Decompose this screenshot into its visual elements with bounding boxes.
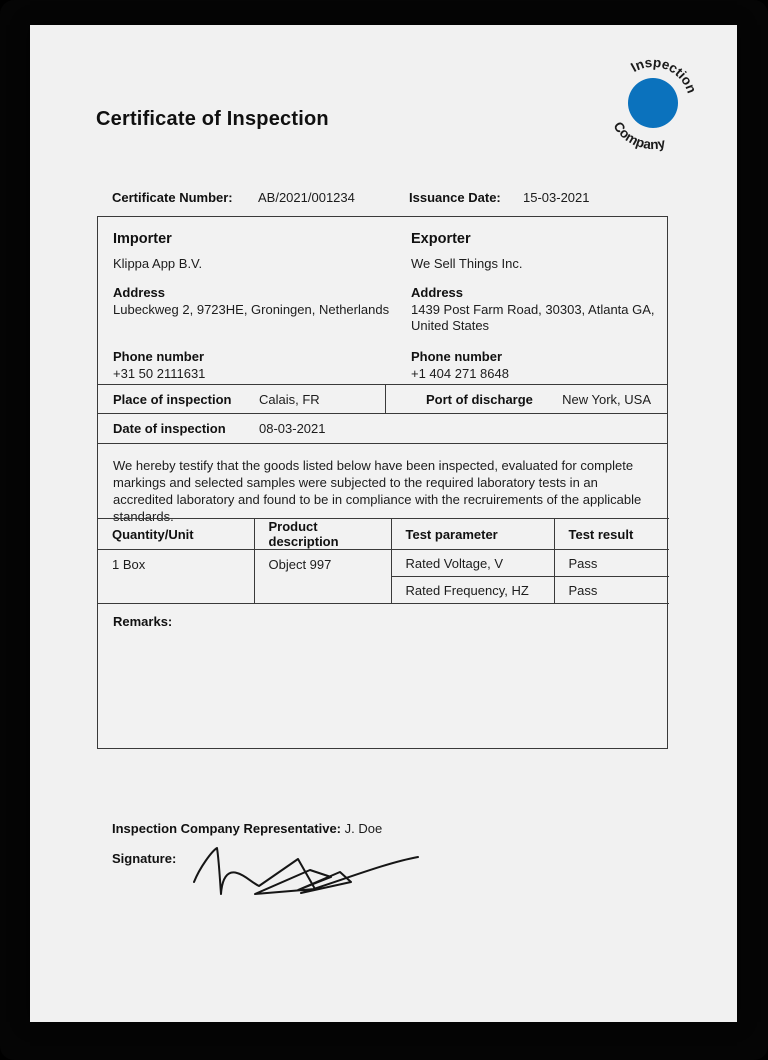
place-port-row bbox=[98, 384, 667, 413]
representative-line bbox=[112, 821, 382, 836]
goods-table-row bbox=[98, 550, 669, 577]
logo-circle bbox=[620, 70, 685, 135]
exporter-phone: +1 404 271 8648 bbox=[411, 366, 509, 381]
place-of-inspection-cell bbox=[98, 385, 386, 413]
port-of-discharge-value: New York, USA bbox=[562, 391, 651, 407]
cell-test-parameter-1: Rated Voltage, V bbox=[391, 550, 554, 577]
remarks-section bbox=[98, 604, 667, 748]
issuance-date-value: 15-03-2021 bbox=[523, 190, 590, 205]
certificate-page bbox=[30, 25, 737, 1022]
date-of-inspection-label: Date of inspection bbox=[113, 421, 226, 436]
inspection-statement: We hereby testify that the goods listed below have been inspected, evaluated for complete markings and selected samples were subjected to the required laboratory tests in an accredited laboratory and found to be in compliance with the recruirements of the applicable standards. bbox=[98, 443, 667, 518]
place-of-inspection-value: Calais, FR bbox=[259, 391, 320, 407]
representative-name: J. Doe bbox=[344, 821, 383, 836]
importer-phone-label: Phone number bbox=[113, 349, 205, 364]
parties-section bbox=[98, 217, 667, 384]
certificate-number-label: Certificate Number: bbox=[112, 190, 233, 205]
port-of-discharge-cell bbox=[386, 385, 667, 413]
header-test-result: Test result bbox=[554, 519, 669, 550]
date-of-inspection-value: 08-03-2021 bbox=[259, 421, 326, 436]
certificate-number-value: AB/2021/001234 bbox=[258, 190, 355, 205]
signature-image bbox=[180, 835, 430, 910]
exporter-name: We Sell Things Inc. bbox=[411, 256, 523, 271]
company-logo bbox=[585, 35, 721, 171]
issuance-date-label: Issuance Date: bbox=[409, 190, 501, 205]
port-of-discharge-label: Port of discharge bbox=[426, 391, 533, 407]
date-of-inspection-row bbox=[98, 413, 667, 443]
goods-table bbox=[98, 518, 669, 604]
representative-label: Inspection Company Representative: bbox=[112, 821, 341, 836]
logo-bottom-text: Company bbox=[610, 118, 667, 153]
remarks-label: Remarks: bbox=[113, 614, 173, 629]
signature-label: Signature: bbox=[112, 851, 177, 866]
certificate-body-box bbox=[97, 216, 668, 749]
importer-phone: +31 50 2111631 bbox=[113, 366, 206, 381]
importer-address: Lubeckweg 2, 9723HE, Groningen, Netherlands bbox=[113, 302, 390, 317]
certificate-meta-row bbox=[30, 190, 737, 206]
importer-heading: Importer bbox=[113, 231, 172, 247]
logo-top-text: Inspection bbox=[628, 54, 700, 96]
importer-panel bbox=[98, 217, 390, 384]
cell-quantity: 1 Box bbox=[98, 550, 254, 604]
cell-test-parameter-2: Rated Frequency, HZ bbox=[391, 577, 554, 604]
page-title: Certificate of Inspection bbox=[96, 108, 329, 130]
header-product-description: Product description bbox=[254, 519, 391, 550]
header-quantity-unit: Quantity/Unit bbox=[98, 519, 254, 550]
importer-name: Klippa App B.V. bbox=[113, 256, 203, 271]
cell-test-result-2: Pass bbox=[554, 577, 669, 604]
signature-stroke bbox=[194, 848, 418, 894]
importer-address-label: Address bbox=[113, 285, 166, 300]
exporter-address: 1439 Post Farm Road, 30303, Atlanta GA, United States bbox=[411, 302, 655, 333]
exporter-phone-label: Phone number bbox=[411, 349, 503, 364]
cell-test-result-1: Pass bbox=[554, 550, 669, 577]
place-of-inspection-label: Place of inspection bbox=[113, 391, 232, 407]
header-test-parameter: Test parameter bbox=[391, 519, 554, 550]
exporter-address-label: Address bbox=[411, 285, 464, 300]
cell-product: Object 997 bbox=[254, 550, 391, 604]
exporter-panel bbox=[386, 217, 669, 384]
exporter-heading: Exporter bbox=[411, 231, 471, 247]
goods-table-header-row bbox=[98, 519, 669, 550]
